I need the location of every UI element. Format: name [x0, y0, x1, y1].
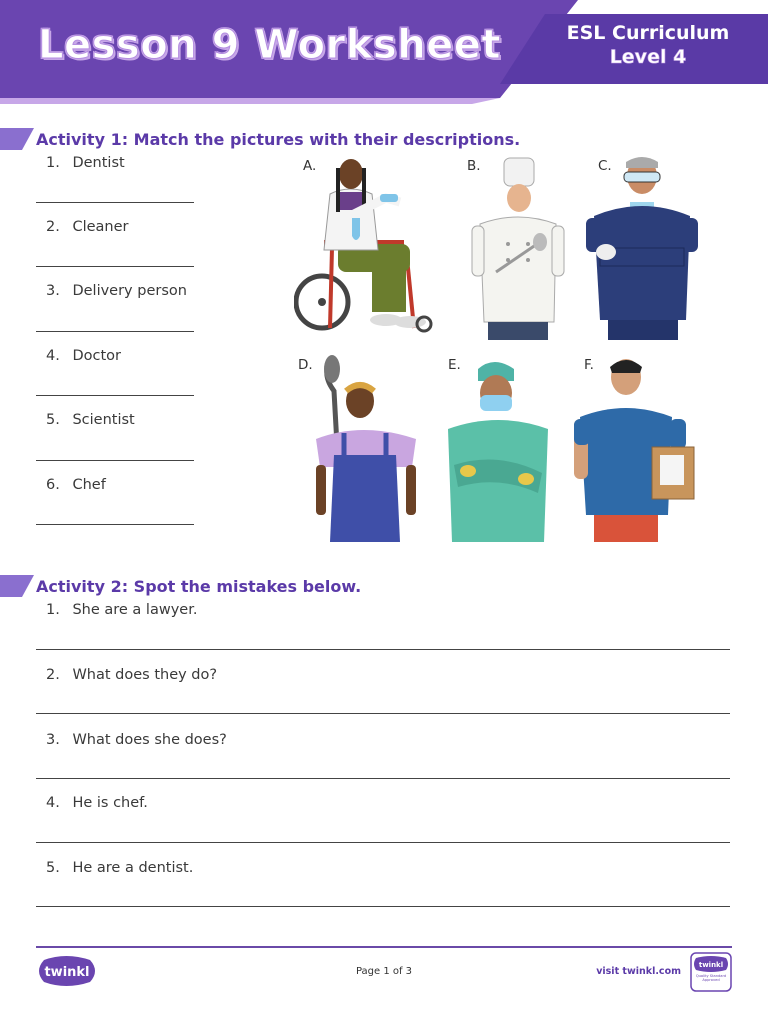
answer-line[interactable]: [36, 460, 194, 461]
item-number: 3.: [46, 283, 60, 299]
twinkl-logo-text: twinkl: [44, 965, 90, 980]
item-text: Cleaner: [72, 219, 129, 235]
item-number: 1.: [46, 602, 60, 618]
activity2-item-3: [46, 732, 227, 748]
picture-label-a: A.: [303, 158, 317, 174]
item-number: 4.: [46, 795, 60, 811]
item-number: 6.: [46, 477, 60, 493]
item-text: Chef: [72, 477, 106, 493]
item-text: He is chef.: [72, 795, 148, 811]
item-text: He are a dentist.: [72, 860, 194, 876]
item-text: She are a lawyer.: [72, 602, 198, 618]
header-banner: [0, 0, 768, 110]
item-text: What does they do?: [72, 667, 218, 683]
activity1-item-3: [46, 283, 187, 299]
badge-text: Quality Standard Approved: [695, 974, 727, 983]
curriculum-name: ESL Curriculum: [566, 22, 730, 44]
scientist-in-wheelchair-icon: [294, 152, 434, 342]
answer-line[interactable]: [36, 842, 730, 843]
activity1-item-6: [46, 477, 106, 493]
answer-line[interactable]: [36, 906, 730, 907]
answer-line[interactable]: [36, 331, 194, 332]
dentist-icon: [586, 152, 698, 342]
activity1-marker: [0, 128, 34, 150]
activity1-item-5: [46, 412, 135, 428]
chef-icon: [466, 152, 566, 342]
activity1-item-2: [46, 219, 129, 235]
cleaner-icon: [312, 355, 422, 542]
page-number: Page 1 of 3: [355, 966, 413, 977]
answer-line[interactable]: [36, 713, 730, 714]
item-number: 5.: [46, 860, 60, 876]
answer-line[interactable]: [36, 778, 730, 779]
badge-brand: twinkl: [698, 961, 724, 969]
picture-label-f: F.: [584, 357, 594, 373]
delivery-person-icon: [574, 355, 708, 542]
answer-line[interactable]: [36, 202, 194, 203]
picture-label-d: D.: [298, 357, 313, 373]
item-text: Delivery person: [72, 283, 187, 299]
picture-label-e: E.: [448, 357, 461, 373]
activity1-title: Activity 1: Match the pictures with their descriptions.: [36, 130, 521, 149]
item-text: Dentist: [72, 155, 125, 171]
item-text: Scientist: [72, 412, 135, 428]
answer-line[interactable]: [36, 524, 194, 525]
item-number: 2.: [46, 667, 60, 683]
page-title: Lesson 9 Worksheet: [38, 22, 502, 68]
curriculum-info: [558, 22, 738, 68]
item-text: What does she does?: [72, 732, 227, 748]
item-number: 2.: [46, 219, 60, 235]
item-number: 1.: [46, 155, 60, 171]
activity2-item-4: [46, 795, 148, 811]
item-number: 3.: [46, 732, 60, 748]
activity2-title: Activity 2: Spot the mistakes below.: [36, 577, 362, 596]
picture-label-c: C.: [598, 158, 612, 174]
activity1-item-4: [46, 348, 121, 364]
footer-divider: [36, 946, 732, 948]
quality-badge-icon: [690, 952, 732, 992]
answer-line[interactable]: [36, 649, 730, 650]
picture-label-b: B.: [467, 158, 481, 174]
curriculum-level: Level 4: [609, 46, 687, 68]
visit-link[interactable]: visit twinkl.com: [596, 966, 681, 977]
activity2-item-1: [46, 602, 197, 618]
activity2-marker: [0, 575, 34, 597]
activity2-item-5: [46, 860, 193, 876]
item-text: Doctor: [72, 348, 121, 364]
item-number: 4.: [46, 348, 60, 364]
activity1-item-1: [46, 155, 125, 171]
activity2-item-2: [46, 667, 217, 683]
answer-line[interactable]: [36, 395, 194, 396]
answer-line[interactable]: [36, 266, 194, 267]
surgeon-doctor-icon: [444, 355, 552, 542]
item-number: 5.: [46, 412, 60, 428]
